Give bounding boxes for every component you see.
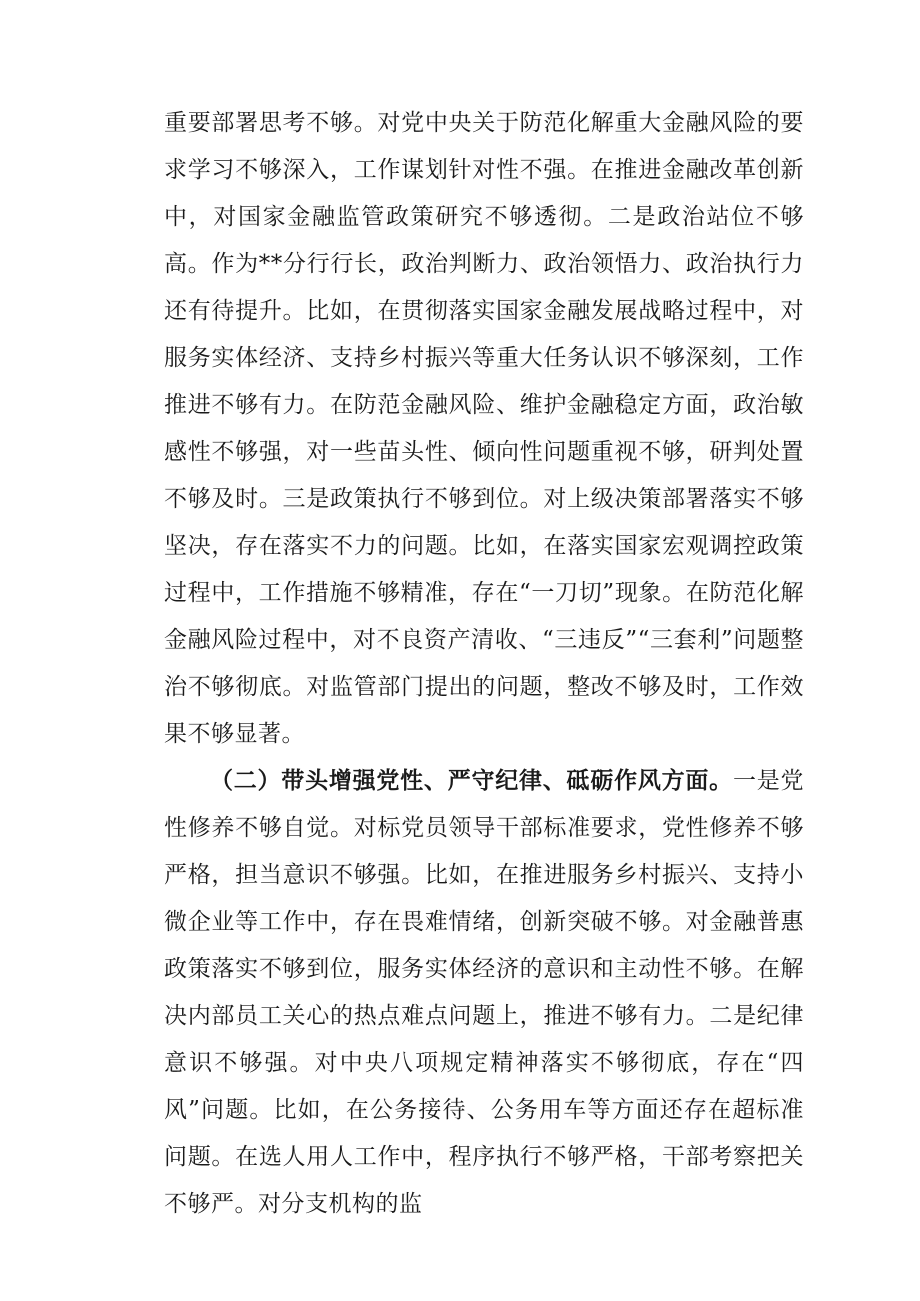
- paragraph-continuation: 重要部署思考不够。对党中央关于防范化解重大金融风险的要求学习不够深入，工作谋划针对性不强。在推进金融改革创新中，对国家金融监管政策研究不够透彻。二是政治站位不够高。作为**分行行长，政治判断力、政治领悟力、政治执行力还有待提升。比如，在贯彻落实国家金融发展战略过程中，对服务实体经济、支持乡村振兴等重大任务认识不够深刻，工作推进不够有力。在防范金融风险、维护金融稳定方面，政治敏感性不够强，对一些苗头性、倾向性问题重视不够，研判处置不够及时。三是政策执行不够到位。对上级决策部署落实不够坚决，存在落实不力的问题。比如，在落实国家宏观调控政策过程中，工作措施不够精准，存在“一刀切”现象。在防范化解金融风险过程中，对不良资产清收、“三违反”“三套利”问题整治不够彻底。对监管部门提出的问题，整改不够及时，工作效果不够显著。: [164, 110, 804, 747]
- section-body: 一是党性修养不够自觉。对标党员领导干部标准要求，党性修养不够严格，担当意识不够强。比如，在推进服务乡村振兴、支持小微企业等工作中，存在畏难情绪，创新突破不够。对金融普惠政策落实不够到位，服务实体经济的意识和主动性不够。在解决内部员工关心的热点难点问题上，推进不够有力。二是纪律意识不够强。对中央八项规定精神落实不够彻底，存在“四风”问题。比如，在公务接待、公务用车等方面还存在超标准问题。在选人用人工作中，程序执行不够严格，干部考察把关不够严。对分支机构的监: [164, 768, 805, 1217]
- paragraph-section-two: [164, 758, 804, 1228]
- document-body: [164, 100, 804, 1228]
- section-heading: （二）带头增强党性、严守纪律、砥砺作风方面。: [210, 768, 733, 794]
